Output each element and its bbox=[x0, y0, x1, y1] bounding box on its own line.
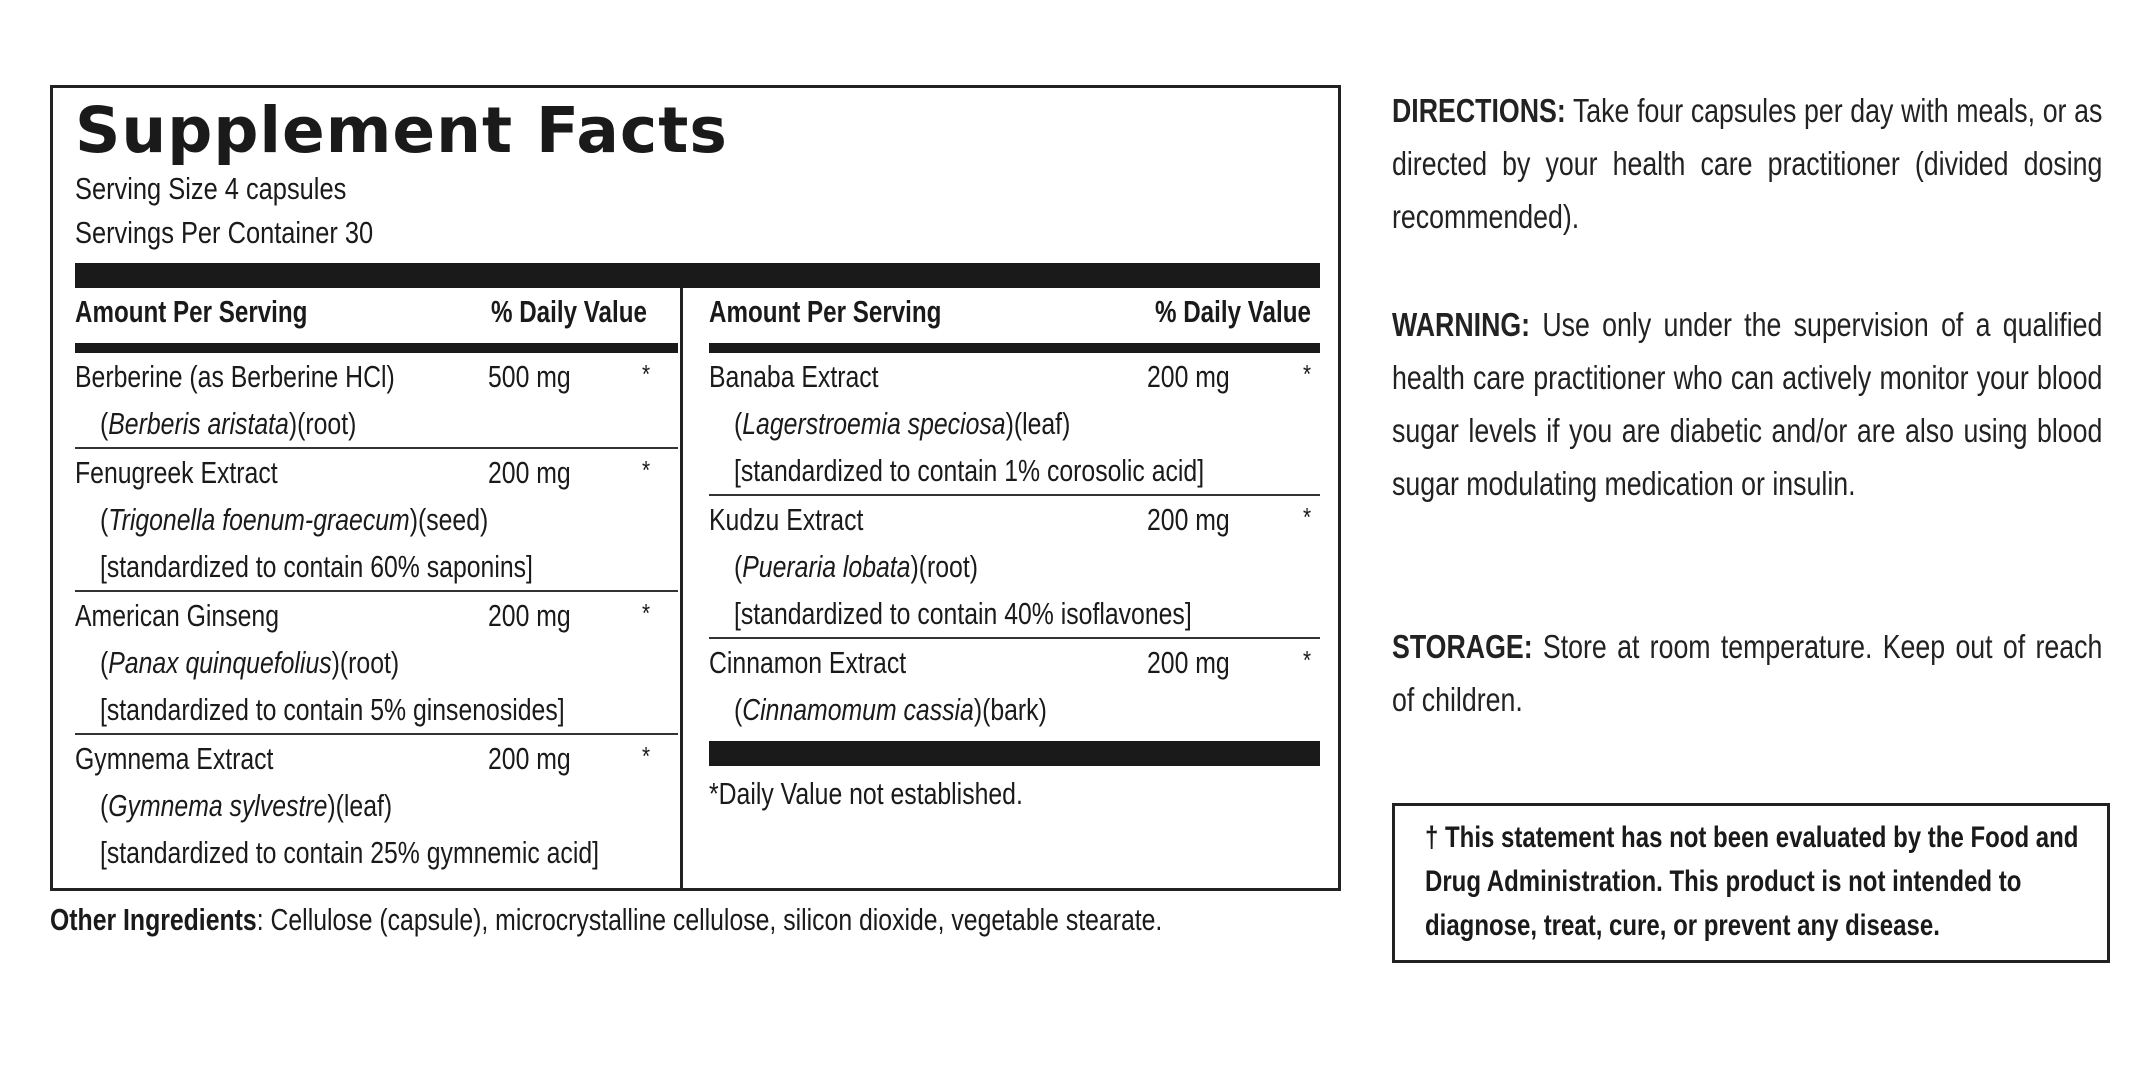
ingredient-name: Fenugreek Extract bbox=[75, 455, 278, 490]
ingredient-source: (Gymnema sylvestre)(leaf) bbox=[100, 788, 393, 823]
other-ingredients-text: : Cellulose (capsule), microcrystalline cellulose, silicon dioxide, vegetable stearate. bbox=[256, 902, 1163, 937]
ingredient-row bbox=[709, 639, 1320, 733]
other-ingredients-label: Other Ingredients bbox=[50, 902, 257, 937]
directions-text: Take four capsules per day with meals, or as directed by your health care practitioner (divided dosing recommended). bbox=[1392, 92, 2103, 235]
facts-title: Supplement Facts bbox=[75, 94, 728, 167]
column-divider bbox=[680, 288, 683, 891]
ingredient-source: (Trigonella foenum-graecum)(seed) bbox=[100, 502, 489, 537]
ingredient-row bbox=[75, 353, 678, 449]
ingredient-name: American Ginseng bbox=[75, 598, 280, 633]
ingredient-row bbox=[75, 592, 678, 735]
ingredient-name: Cinnamon Extract bbox=[709, 645, 907, 680]
header-amount: Amount Per Serving bbox=[75, 294, 308, 329]
fda-disclaimer-text: † This statement has not been evaluated by the Food and Drug Administration. This product is not intended to diagnose, treat, cure, or prevent any disease. bbox=[1425, 821, 2079, 942]
serving-size: Serving Size 4 capsules bbox=[75, 171, 347, 206]
ingredient-row bbox=[709, 496, 1320, 639]
column-header bbox=[709, 288, 1320, 343]
ingredient-amount: 200 mg bbox=[488, 741, 571, 776]
ingredient-name: Berberine (as Berberine HCl) bbox=[75, 359, 395, 394]
warning-section bbox=[1392, 298, 2102, 510]
ingredient-amount: 200 mg bbox=[488, 455, 571, 490]
ingredient-standardization: [standardized to contain 5% ginsenosides] bbox=[100, 692, 565, 727]
header-amount: Amount Per Serving bbox=[709, 294, 942, 329]
ingredient-name: Gymnema Extract bbox=[75, 741, 274, 776]
header-rule bbox=[75, 343, 678, 353]
storage-section bbox=[1392, 620, 2102, 726]
ingredient-row bbox=[75, 449, 678, 592]
storage-text: Store at room temperature. Keep out of reach of children. bbox=[1392, 628, 2103, 718]
daily-value-mark: * bbox=[642, 598, 651, 628]
ingredient-amount: 200 mg bbox=[1147, 645, 1230, 680]
daily-value-mark: * bbox=[642, 359, 651, 389]
daily-value-mark: * bbox=[642, 455, 651, 485]
header-daily-value: % Daily Value bbox=[1155, 294, 1311, 329]
directions-label: DIRECTIONS: bbox=[1392, 92, 1566, 129]
ingredient-source: (Panax quinquefolius)(root) bbox=[100, 645, 400, 680]
ingredient-standardization: [standardized to contain 25% gymnemic acid] bbox=[100, 835, 600, 870]
header-rule bbox=[709, 343, 1320, 353]
ingredient-name: Kudzu Extract bbox=[709, 502, 864, 537]
storage-label: STORAGE: bbox=[1392, 628, 1533, 665]
daily-value-mark: * bbox=[1303, 359, 1312, 389]
warning-label: WARNING: bbox=[1392, 306, 1531, 343]
directions-section bbox=[1392, 84, 2102, 243]
ingredient-standardization: [standardized to contain 60% saponins] bbox=[100, 549, 533, 584]
servings-per-container: Servings Per Container 30 bbox=[75, 215, 374, 250]
ingredient-standardization: [standardized to contain 1% corosolic acid] bbox=[734, 453, 1205, 488]
daily-value-mark: * bbox=[642, 741, 651, 771]
ingredient-source: (Cinnamomum cassia)(bark) bbox=[734, 692, 1047, 727]
ingredient-source: (Berberis aristata)(root) bbox=[100, 406, 357, 441]
header-daily-value: % Daily Value bbox=[491, 294, 647, 329]
ingredient-name: Banaba Extract bbox=[709, 359, 879, 394]
ingredient-amount: 200 mg bbox=[1147, 359, 1230, 394]
ingredient-amount: 500 mg bbox=[488, 359, 571, 394]
column-header bbox=[75, 288, 678, 343]
ingredient-amount: 200 mg bbox=[488, 598, 571, 633]
daily-value-footnote: *Daily Value not established. bbox=[709, 776, 1023, 811]
ingredient-source: (Lagerstroemia speciosa)(leaf) bbox=[734, 406, 1071, 441]
ingredient-amount: 200 mg bbox=[1147, 502, 1230, 537]
fda-disclaimer-box bbox=[1392, 803, 2110, 963]
facts-bottom-bar bbox=[709, 741, 1320, 766]
warning-text: Use only under the supervision of a qualified health care practitioner who can actively monitor your blood sugar levels if you are diabetic and/or are also using blood sugar modulating medication or insulin. bbox=[1392, 306, 2103, 502]
other-ingredients bbox=[50, 902, 1162, 938]
daily-value-mark: * bbox=[1303, 645, 1312, 675]
ingredient-row bbox=[75, 735, 678, 876]
daily-value-mark: * bbox=[1303, 502, 1312, 532]
ingredient-standardization: [standardized to contain 40% isoflavones] bbox=[734, 596, 1192, 631]
facts-right-column bbox=[709, 288, 1320, 733]
ingredient-row bbox=[709, 353, 1320, 496]
facts-top-bar bbox=[75, 263, 1320, 288]
supplement-facts-panel bbox=[50, 85, 1341, 891]
facts-left-column bbox=[75, 288, 678, 876]
ingredient-source: (Pueraria lobata)(root) bbox=[734, 549, 978, 584]
